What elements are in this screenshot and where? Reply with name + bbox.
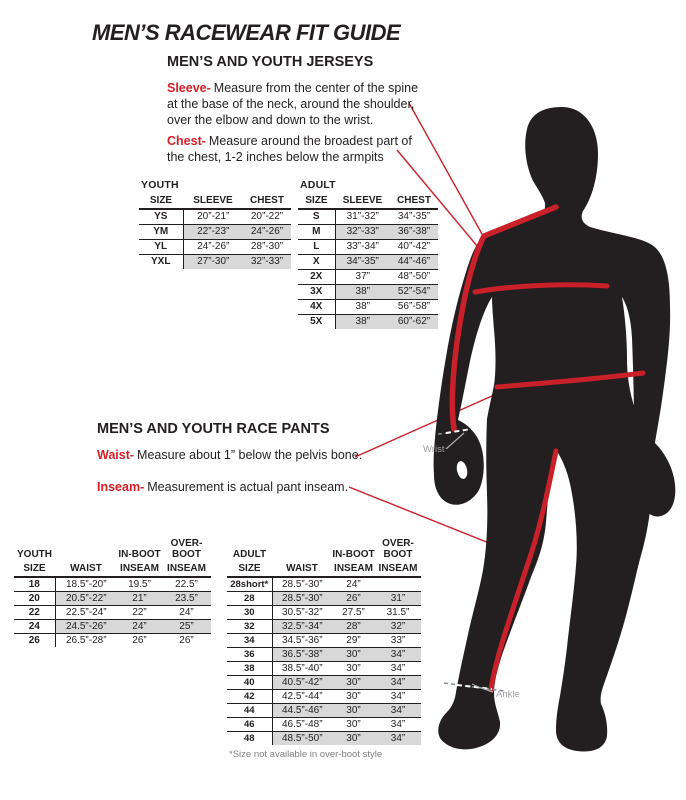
column-header: YOUTH xyxy=(17,549,52,560)
column-header: INSEAM xyxy=(334,563,373,574)
column-header: IN-BOOT xyxy=(332,549,375,560)
table-cell: 34” xyxy=(375,676,421,690)
table-group-label: ADULT xyxy=(300,179,336,191)
sleeve-term: Sleeve- xyxy=(167,81,211,95)
table-cell: 38” xyxy=(335,315,390,330)
table-cell: 34.5”-36” xyxy=(281,634,323,646)
table-cell: 38” xyxy=(355,301,370,312)
adult-jersey-table xyxy=(298,179,438,329)
table-cell: 38.5”-40” xyxy=(281,662,323,674)
table-cell: 31” xyxy=(375,592,421,606)
pants-section-heading: MEN’S AND YOUTH RACE PANTS xyxy=(97,421,330,437)
table-row xyxy=(298,225,438,240)
column-header: IN-BOOT xyxy=(118,549,161,560)
youth-pants-table xyxy=(14,538,211,647)
table-cell: YXL xyxy=(139,255,183,270)
table-cell: 34” xyxy=(375,704,421,718)
table-header-row xyxy=(14,538,211,562)
table-cell: 42.5”-44” xyxy=(281,690,323,702)
table-cell: 60”-62” xyxy=(390,315,438,330)
table-cell: 42 xyxy=(227,690,272,704)
table-cell: X xyxy=(298,255,335,270)
table-row xyxy=(227,732,421,746)
inseam-term: Inseam- xyxy=(97,480,145,494)
table-cell: 48.5”-50” xyxy=(272,732,332,746)
table-cell: 2X xyxy=(298,270,335,285)
table-cell: 32”-33” xyxy=(243,255,291,270)
table-row xyxy=(14,634,211,648)
table-group-label: YOUTH xyxy=(141,179,179,191)
column-header: SLEEVE xyxy=(193,195,233,206)
table-cell: 25” xyxy=(162,620,211,634)
column-header: CHEST xyxy=(397,195,431,206)
table-cell: 29” xyxy=(346,634,361,646)
table-cell: 31”-32” xyxy=(346,211,379,222)
column-header: SLEEVE xyxy=(342,195,383,206)
inseam-description xyxy=(97,480,437,496)
table-cell: 38 xyxy=(227,662,272,676)
table-cell: 26” xyxy=(132,634,147,646)
table-header-row xyxy=(14,562,211,577)
table-cell: 22.5” xyxy=(175,578,198,590)
table-cell: 22 xyxy=(14,606,55,620)
table-cell: 46 xyxy=(227,718,272,732)
table-cell: 48 xyxy=(227,732,272,746)
column-header: CHEST xyxy=(250,195,284,206)
table-cell: 32.5”-34” xyxy=(272,620,332,634)
table-row xyxy=(227,690,421,704)
sleeve-description xyxy=(167,81,425,129)
table-cell: 44 xyxy=(227,704,272,718)
table-cell: 22.5”-24” xyxy=(65,606,107,618)
table-cell: 40”-42” xyxy=(397,241,431,252)
table-cell: 32” xyxy=(375,620,421,634)
table-row xyxy=(227,662,421,676)
table-cell: 24”-26” xyxy=(197,241,230,252)
table-cell: 24” xyxy=(346,578,361,590)
table-cell: 26 xyxy=(14,634,55,648)
table-cell: 40.5”-42” xyxy=(272,676,332,690)
table-row xyxy=(298,255,438,270)
table-cell: 46.5”-48” xyxy=(281,718,323,730)
waist-description xyxy=(97,448,437,464)
table-row xyxy=(227,704,421,718)
table-cell: 34” xyxy=(390,662,406,674)
table-cell: 34”-35” xyxy=(335,255,390,270)
column-header: SIZE xyxy=(149,195,173,206)
table-cell: 26” xyxy=(179,634,194,646)
table-cell: 26.5”-28” xyxy=(65,634,107,646)
table-row xyxy=(298,209,438,225)
table-cell: 26” xyxy=(332,592,375,606)
column-header xyxy=(272,538,332,562)
table-row xyxy=(227,620,421,634)
column-header: OVER-BOOT xyxy=(382,538,414,560)
table-cell: 30 xyxy=(227,606,272,620)
inseam-text: Measurement is actual pant inseam. xyxy=(147,480,349,494)
table-cell: 48”-50” xyxy=(397,271,431,282)
table-row xyxy=(227,592,421,606)
table-header-row xyxy=(227,538,421,562)
table-cell: 22”-23” xyxy=(183,225,243,240)
table-cell: 31.5” xyxy=(386,606,410,618)
column-header: INSEAM xyxy=(167,563,206,574)
table-row xyxy=(227,577,421,592)
column-header: SIZE xyxy=(238,563,261,574)
adult-pants-table xyxy=(227,538,421,760)
table-cell: 20”-21” xyxy=(197,211,230,222)
table-cell: 40 xyxy=(227,676,272,690)
table-cell: 30” xyxy=(332,648,375,662)
table-cell: 30” xyxy=(332,676,375,690)
table-cell: 30” xyxy=(332,732,375,746)
table-cell: 4X xyxy=(298,300,335,315)
column-header: WAIST xyxy=(70,563,102,574)
table-row xyxy=(227,718,421,732)
table-cell: 28 xyxy=(227,592,272,606)
column-header: INSEAM xyxy=(378,563,418,574)
table-cell: 28.5”-30” xyxy=(281,578,323,590)
table-header-row xyxy=(227,562,421,577)
table-row xyxy=(298,270,438,285)
table-cell: 34”-35” xyxy=(397,211,431,222)
table-cell: 38” xyxy=(335,285,390,300)
table-row xyxy=(139,240,291,255)
table-cell: 28”-30” xyxy=(250,241,284,252)
table-cell: 20.5”-22” xyxy=(55,592,117,606)
table-cell: 28short* xyxy=(227,577,272,592)
table-cell: YL xyxy=(139,240,183,255)
table-row xyxy=(14,592,211,606)
table-cell: 24” xyxy=(117,620,162,634)
table-cell: 28.5”-30” xyxy=(272,592,332,606)
column-header: SIZE xyxy=(305,195,328,206)
table-cell: 18.5”-20” xyxy=(65,578,107,590)
table-cell: 36.5”-38” xyxy=(272,648,332,662)
column-header: SIZE xyxy=(23,563,46,574)
jerseys-section-heading: MEN’S AND YOUTH JERSEYS xyxy=(167,54,374,70)
table-row xyxy=(298,285,438,300)
table-cell: S xyxy=(298,209,335,225)
table-cell: 27.5” xyxy=(342,606,365,618)
table-cell: M xyxy=(298,225,335,240)
table-cell: 22” xyxy=(132,606,147,618)
chest-text: Measure around the broadest part of the chest, 1-2 inches below the armpits xyxy=(167,134,412,164)
table-row xyxy=(227,648,421,662)
table-cell: 34 xyxy=(227,634,272,648)
chest-term: Chest- xyxy=(167,134,206,148)
table-row xyxy=(227,634,421,648)
table-cell: 34” xyxy=(375,648,421,662)
table-cell: 24.5”-26” xyxy=(55,620,117,634)
chest-description xyxy=(167,134,425,166)
table-cell: L xyxy=(298,240,335,255)
table-cell: YS xyxy=(139,209,183,225)
table-cell: 28” xyxy=(332,620,375,634)
table-cell: 27”-30” xyxy=(183,255,243,270)
table-row xyxy=(298,300,438,315)
table-cell: 34” xyxy=(390,690,406,702)
table-cell: 24” xyxy=(179,606,194,618)
table-cell: 36”-38” xyxy=(390,225,438,240)
table-cell: 20 xyxy=(14,592,55,606)
table-cell: 37” xyxy=(355,271,370,282)
table-row xyxy=(298,240,438,255)
table-cell: 33”-34” xyxy=(346,241,379,252)
table-cell: 30” xyxy=(346,718,361,730)
table-cell: 30” xyxy=(346,690,361,702)
table-cell: 18 xyxy=(14,577,55,592)
table-cell: 24”-26” xyxy=(243,225,291,240)
table-cell: 33” xyxy=(390,634,406,646)
table-cell: 30” xyxy=(346,662,361,674)
table-cell: 32”-33” xyxy=(335,225,390,240)
table-row xyxy=(14,577,211,592)
body-silhouette xyxy=(434,107,676,751)
column-header xyxy=(55,538,117,562)
table-cell: 24 xyxy=(14,620,55,634)
table-row xyxy=(298,315,438,330)
column-header: ADULT xyxy=(232,549,267,560)
table-cell xyxy=(375,577,421,592)
table-row xyxy=(227,676,421,690)
table-cell: 44”-46” xyxy=(390,255,438,270)
waist-term: Waist- xyxy=(97,448,135,462)
table-cell: 21” xyxy=(117,592,162,606)
table-row xyxy=(227,606,421,620)
table-header-row xyxy=(139,193,291,209)
table-cell: 5X xyxy=(298,315,335,330)
waist-text: Measure about 1” below the pelvis bone. xyxy=(137,448,363,462)
sleeve-text: Measure from the center of the spine at the base of the neck, around the shoulder, over the elbow and down to the wrist. xyxy=(167,81,419,127)
column-header: OVER-BOOT xyxy=(170,538,203,560)
table-cell: 32 xyxy=(227,620,272,634)
table-header-row xyxy=(298,193,438,209)
ankle-label: Ankle xyxy=(496,689,520,700)
column-header: INSEAM xyxy=(120,563,159,574)
youth-jersey-table xyxy=(139,179,291,269)
table-cell: 30” xyxy=(332,704,375,718)
table-row xyxy=(139,209,291,225)
table-cell: 36 xyxy=(227,648,272,662)
table-cell: 3X xyxy=(298,285,335,300)
table-cell: 23.5” xyxy=(162,592,211,606)
column-header: WAIST xyxy=(286,563,318,574)
table-cell: 20”-22” xyxy=(250,211,284,222)
table-cell: 56”-58” xyxy=(397,301,431,312)
table-row xyxy=(139,255,291,270)
wrist-label: Wrist xyxy=(423,444,445,455)
table-cell: YM xyxy=(139,225,183,240)
table-row xyxy=(139,225,291,240)
over-boot-footnote: *Size not available in over-boot style xyxy=(229,749,383,760)
table-cell: 34” xyxy=(390,718,406,730)
table-cell: 30.5”-32” xyxy=(281,606,323,618)
page-title: MEN’S RACEWEAR FIT GUIDE xyxy=(92,20,401,45)
table-cell: 44.5”-46” xyxy=(272,704,332,718)
table-cell: 34” xyxy=(375,732,421,746)
table-cell: 52”-54” xyxy=(390,285,438,300)
table-row xyxy=(14,620,211,634)
table-row xyxy=(14,606,211,620)
table-cell: 19.5” xyxy=(128,578,151,590)
